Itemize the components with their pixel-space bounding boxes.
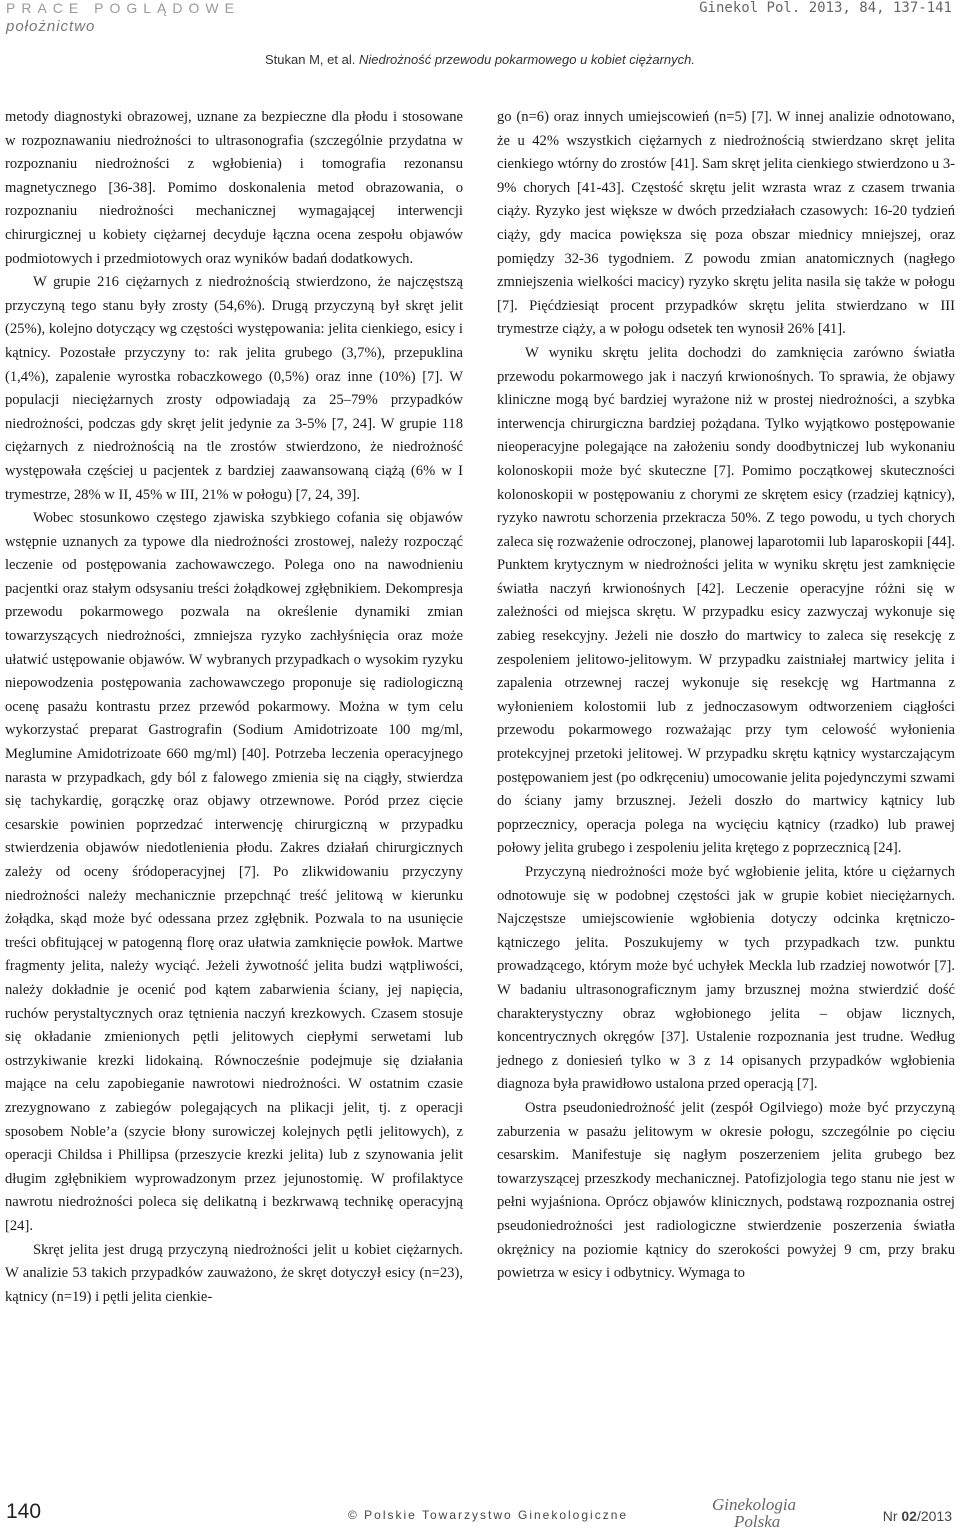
issue-number <box>883 1508 952 1524</box>
citation-title: Niedrożność przewodu pokarmowego u kobiet ciężarnych. <box>358 52 695 67</box>
issue-year: /2013 <box>916 1508 952 1524</box>
paragraph: Ostra pseudoniedrożność jelit (zespół Ogilviego) może być przyczyną zaburzenia w pasażu jelitowym w okresie połogu, szczególnie po cięciu cesarskim. Manifestuje się nagłym poszerzeniem jelita grubego bez towarzyszącej przeszkody mechanicznej. Patofizjologia tego stanu nie jest w pełni wyjaśniona. Oprócz objawów klinicznych, podstawą rozpoznania ostrej pseudoniedrożności jest radiologiczne stwierdzenie poszerzenia światła okrężnicy na poziomie kątnicy do szerokości powyżej 9 cm, przy braku powietrza w esicy i odbytnicy. Wymaga to <box>497 1099 955 1282</box>
issue-prefix: Nr <box>882 1508 902 1524</box>
paragraph: Przyczyną niedrożności może być wgłobienie jelita, które u ciężarnych odnotowuje się w podobnej częstości jak w grupie kobiet nieciężarnych. Najczęstsze umiejscowienie wgłobienia dotyczy odcinka krętniczo-kątniczego jelita. Poszukujemy w tych przypadkach tzw. punktu prowadzącego, którym może być uchyłek Meckla lub rzadziej nowotwór [7]. W badaniu ultrasonograficznym jamy brzusznej można stwierdzić dość charakterystyczny obraz wgłobionego jelita – objaw licznych, koncentrycznych okręgów [37]. Ustalenie rozpoznania jest trudne. Według jednego z doniesień tylko w 3 z 14 opisanych przypadków wgłobienia diagnoza była prawidłowo ustalona przed operacją [7]. <box>497 864 955 1093</box>
paragraph: metody diagnostyki obrazowej, uznane za bezpieczne dla płodu i stosowane w rozpoznawaniu niedrożności to ultrasonografia (szczególnie przydatna w rozpoznaniu niedrożności z wgłobienia) i tomografia rezonansu magnetycznego [36-38]. Pomimo doskonalenia metod obrazowania, o rozpoznaniu niedrożności mechanicznej wymagającej interwencji chirurgicznej u kobiety ciężarnej decyduje łączna ocena zespołu objawów podmiotowych i przedmiotowych oraz wyników badań dodatkowych. <box>5 109 463 267</box>
citation-authors: Stukan M, et al. <box>265 52 356 67</box>
right-text-column <box>497 106 955 1286</box>
page-number: 140 <box>6 1500 42 1523</box>
logo-line-2: Polska <box>734 1512 781 1531</box>
paragraph: W wyniku skrętu jelita dochodzi do zamknięcia zarówno światła przewodu pokarmowego jak i naczyń krwionośnych. To sprawia, że objawy kliniczne mogą być bardziej wyrażone niż w prostej niedrożności, a szybka interwencja chirurgiczna bardziej pożądana. Tylko wyjątkowo postępowanie nieoperacyjne polegające na założeniu sondy doodbytniczej lub wykonaniu kolonoskopii może być skuteczne [7]. Pomimo początkowej skuteczności kolonoskopii w postępowaniu z chorymi ze skrętem esicy (rzadziej kątnicy), ryzyko nawrotu schorzenia przekracza 50%. Z tego powodu, u tych chorych zaleca się rozważenie odroczonej, planowej laparotomii lub laparoskopii [44]. Punktem krytycznym w niedrożności jelita w wyniku skrętu jest zamknięcie światła naczyń krwionośnych [42]. Leczenie operacyjne różni się w zależności od miejsca skrętu. W przypadku esicy zazwyczaj wykonuje się zabieg resekcyjny. Jeżeli nie doszło do martwicy to zaleca się resekcję z zespoleniem jelitowo-jelitowym. W przypadku zaistniałej martwicy jelita i zapalenia otrzewnej raczej wykonuje się resekcję wg Hartmanna z wyłonieniem kolostomii lub z jednoczasowym odtworzeniem ciągłości przewodu pokarmowego rozważając przy tym celowość wyłonienia protekcyjnej przetoki jelitowej. W przypadku skrętu kątnicy wystarczającym postępowaniem jest (po odkręceniu) umocowanie jelita pojedynczymi szwami do ściany jamy brzusznej. Jeżeli doszło do martwicy kątnicy lub poprzecznicy, operacja polega na wycięciu kątnicy (rzadko) lub prawej połowy jelita grubego i zespoleniu jelita krętego z poprzecznicą [24]. <box>497 344 955 857</box>
paragraph: Skręt jelita jest drugą przyczyną niedrożności jelit u kobiet ciężarnych. W analizie 53 takich przypadków zauważono, że skręt dotyczył esicy (n=23), kątnicy (n=19) i pętli jelita cienkie- <box>5 1241 463 1305</box>
paragraph: W grupie 216 ciężarnych z niedrożnością stwierdzono, że najczęstszą przyczyną tego stanu były zrosty (54,6%). Drugą przyczyną był skręt jelit (25%), kolejno dotyczący wg częstości występowania: jelita cienkiego, esicy i kątnicy. Pozostałe przyczyny to: rak jelita grubego (3,7%), przepuklina (1,4%), zapalenie wyrostka robaczkowego (0,5%) oraz inne (10%) [7]. W populacji nieciężarnych zrosty odpowiadają za 25–79% przypadków niedrożności, podczas gdy skręt jelit jedynie za 3-5% [7, 24]. W grupie 118 ciężarnych z niedrożnością na tle zrostów stwierdzono, że niedrożność występowała częściej u pacjentek z bardziej zaawansowaną ciążą (6% w I trymestrze, 28% w II, 45% w III, 21% w połogu) [7, 24, 39]. <box>5 274 463 503</box>
issue-number-value: 02 <box>901 1508 917 1524</box>
copyright-notice: © Polskie Towarzystwo Ginekologiczne <box>348 1508 629 1522</box>
journal-logo <box>712 1496 796 1530</box>
paragraph: Wobec stosunkowo częstego zjawiska szybkiego cofania się objawów wstępnie uznanych za typowe dla niedrożności zrostowej, należy rozpocząć leczenie od postępowania zachowawczego. Polega ono na nawodnieniu pacjentki oraz stałym odsysaniu treści żołądkowej zgłębnikiem. Dekompresja przewodu pokarmowego pozwala na określenie dynamiki zmian towarzyszących niedrożności, zmniejsza ryzyko zachłyśnięcia oraz może ułatwić ustępowanie objawów. W wybranych przypadkach o wysokim ryzyku niepowodzenia postępowania zachowawczego proponuje się radiologiczną ocenę pasażu kontrastu przez przewód pokarmowy. Można w tym celu wykorzystać preparat Gastrografin (Sodium Amidotrizoate 100 mg/ml, Meglumine Amidotrizoate 660 mg/ml) [40]. Potrzeba leczenia operacyjnego narasta w przypadkach, gdy ból z falowego zmienia się na ciągły, stwierdza się tachykardię, gorączkę oraz objawy otrzewnowe. Poród przez cięcie cesarskie powinien poprzedzać interwencję chirurgiczną w przypadku stwierdzenia objawów niedotlenienia płodu. Zakres działań chirurgicznych zależy od oceny śródoperacyjnej [7]. Po zlikwidowaniu przyczyny niedrożności należy mechanicznie przepchnąć treść jelitową w kierunku żołądka, skąd może być odessana przez zgłębnik. Pozwala to na usunięcie treści obfitującej w patogenną florę oraz ułatwia zamknięcie powłok. Martwe fragmenty jelita, należy wyciąć. Jeżeli żywotność jelita budzi wątpliwości, należy dokładnie je ocenić pod kątem zabarwienia ściany, jej napięcia, ruchów perystaltycznych oraz tętnienia naczyń krezkowych. Czasem stosuje się okładanie zmienionych pętli jelitowych ciepłymi serwetami lub ostrzykiwanie krezki lidokainą. Równocześnie podejmuje się działania mające na celu zapobieganie nawrotowi niedrożności. W ostatnim czasie zrezygnowano z zabiegów polegających na plikacji jelit, tj. z operacji sposobem Noble’a (szycie błony surowiczej kolejnych pętli jelitowych), z operacji Childsa i Phillipsa (przeszycie krezki jelita) lub z szynowania jelit długim zgłębnikiem wyprowadzonym przez jejunostomię. W profilaktyce nawrotu niedrożności poleca się delikatną i bezkrwawą technikę operacyjną [24]. <box>5 510 463 1234</box>
paragraph: go (n=6) oraz innych umiejscowień (n=5) [7]. W innej analizie odnotowano, że u 42% wszystkich ciężarnych z niedrożnością stwierdzano skręt jelita cienkiego wtórny do zrostów [41]. Sam skręt jelita cienkiego stwierdzono u 3-9% chorych [41-43]. Częstość skrętu jelit wzrasta wraz z czasem trwania ciąży. Ryzyko jest większe w dwóch przedziałach czasowych: 16-20 tydzień ciąży, gdy macica powiększa się poza obszar miednicy mniejszej, oraz pomiędzy 32-36 tygodniem. Z powodu zmian anatomicznych (nagłego zmniejszenia wielkości macicy) ryzyko skrętu jelita nasila się także w połogu [7]. Pięćdziesiąt procent przypadków skrętu jelita stwierdzano w III trymestrze ciąży, a w połogu odsetek ten wynosił 26% [41]. <box>497 109 955 338</box>
header-left <box>6 0 240 36</box>
journal-reference: Ginekol Pol. 2013, 84, 137-141 <box>699 0 952 16</box>
section-label: PRACE POGLĄDOWE <box>6 0 240 16</box>
left-text-column <box>5 106 463 1309</box>
running-citation <box>0 52 960 67</box>
subsection-label: położnictwo <box>6 18 96 35</box>
logo-line-1: Ginekologia <box>712 1495 797 1514</box>
page-footer <box>0 1494 960 1530</box>
